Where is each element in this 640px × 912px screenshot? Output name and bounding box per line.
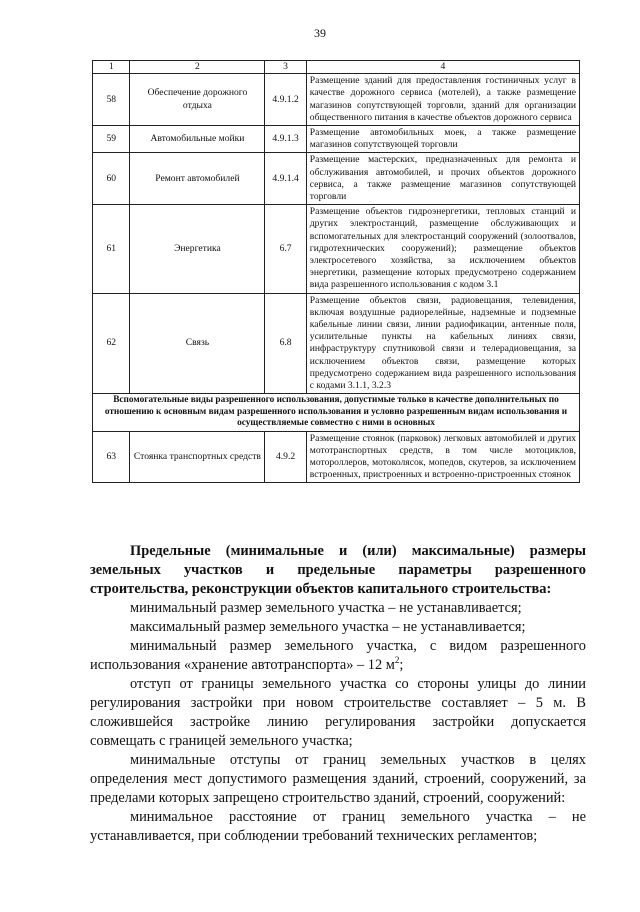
header-col-3: 3 — [265, 61, 306, 74]
use-name: Связь — [130, 293, 265, 394]
use-description: Размещение стоянок (парковок) легковых автомобилей и других мототранспортных средств, в том числе мотоциклов, мотороллеров, мотоколясок, мопедов, скутеров, за исключением встроенных, пристроенных и встроенно-пристроенных стоянок — [306, 431, 579, 483]
use-name: Автомобильные мойки — [130, 126, 265, 153]
table-row — [93, 126, 580, 153]
table-row — [93, 153, 580, 205]
permitted-use-table — [92, 60, 580, 483]
use-code: 4.9.1.3 — [265, 126, 306, 153]
page-number: 39 — [314, 26, 326, 40]
row-number: 60 — [93, 153, 130, 205]
use-code: 4.9.1.4 — [265, 153, 306, 205]
table-header-row — [93, 61, 580, 74]
use-description: Размещение мастерских, предназначенных для ремонта и обслуживания автомобилей, и прочих объектов дорожного сервиса, а также размещение магазинов сопутствующей торговли — [306, 153, 579, 205]
paragraph-max-size: максимальный размер земельного участка – не устанавливается; — [130, 619, 526, 635]
table-row — [93, 74, 580, 126]
row-number: 62 — [93, 293, 130, 394]
row-number: 63 — [93, 431, 130, 483]
use-code: 4.9.1.2 — [265, 74, 306, 126]
use-description: Размещение зданий для предоставления гостиничных услуг в качестве дорожного сервиса (мотелей), а также размещение магазинов сопутствующей торговли, зданий для организации общественного питания в качестве объектов дорожного сервиса — [306, 74, 579, 126]
use-code: 4.9.2 — [265, 431, 306, 483]
paragraph-setback-boundaries: минимальные отступы от границ земельных участков в целях определения мест допустимого размещения зданий, строений, сооружений, за пределами которых запрещено строительство зданий, строений, сооружений: — [90, 752, 586, 806]
auxiliary-uses-heading: Вспомогательные виды разрешенного использования, допустимые только в качестве дополнительных по отношению к основным видам разрешенного использования и условно разрешенным видам использования и осуществляемые совместно с ними в основных — [93, 394, 580, 431]
use-code: 6.8 — [265, 293, 306, 394]
paragraph-parking-size — [90, 637, 586, 675]
header-col-2: 2 — [130, 61, 265, 74]
use-description: Размещение автомобильных моек, а также размещение магазинов сопутствующей торговли — [306, 126, 579, 153]
section-heading-row — [93, 394, 580, 431]
row-number: 59 — [93, 126, 130, 153]
parking-size-text: минимальный размер земельного участка, с видом разрешенного использования «хранение автотранспорта» – 12 м — [90, 638, 586, 673]
use-name: Энергетика — [130, 205, 265, 293]
use-name: Стоянка транспортных средств — [130, 431, 265, 483]
regulations-text — [90, 542, 586, 846]
use-description: Размещение объектов связи, радиовещания, телевидения, включая воздушные радиорелейные, надземные и подземные кабельные линии связи, линии радиофикации, антенные поля, усилительные пункты на кабельных линиях связи, инфраструктуру спутниковой связи и телерадиовещания, за исключением объектов связи, размещение которых предусмотрено содержанием вида разрешенного использования с кодами 3.1.1, 3.2.3 — [306, 293, 579, 394]
use-code: 6.7 — [265, 205, 306, 293]
header-col-1: 1 — [93, 61, 130, 74]
use-description: Размещение объектов гидроэнергетики, тепловых станций и других электростанций, размещение обслуживающих и вспомогательных для электростанций сооружений (золоотвалов, гидротехнических сооружений); размещение объектов электросетевого хозяйства, за исключением объектов энергетики, размещение которых предусмотрено содержанием вида разрешенного использования с кодом 3.1 — [306, 205, 579, 293]
paragraph-min-distance: минимальное расстояние от границ земельного участка – не устанавливается, при соблюдении требований технических регламентов; — [90, 809, 586, 844]
use-name: Ремонт автомобилей — [130, 153, 265, 205]
table-row — [93, 431, 580, 483]
table-row — [93, 293, 580, 394]
header-col-4: 4 — [306, 61, 579, 74]
use-name: Обеспечение дорожного отдыха — [130, 74, 265, 126]
parking-size-end: ; — [399, 657, 404, 673]
square-superscript: 2 — [394, 655, 400, 666]
table-row — [93, 205, 580, 293]
paragraph-min-size: минимальный размер земельного участка – не устанавливается; — [130, 600, 522, 616]
row-number: 58 — [93, 74, 130, 126]
paragraph-setback-street: отступ от границы земельного участка со стороны улицы до линии регулирования застройки при новом строительстве составляет – 5 м. В сложившейся застройке линию регулирования застройки допускается совмещать с границей земельного участка; — [90, 676, 586, 749]
section-title: Предельные (минимальные и (или) максимальные) размеры земельных участков и предельные параметры разрешенного строительства, реконструкции объектов капитального строительства: — [90, 543, 586, 597]
row-number: 61 — [93, 205, 130, 293]
